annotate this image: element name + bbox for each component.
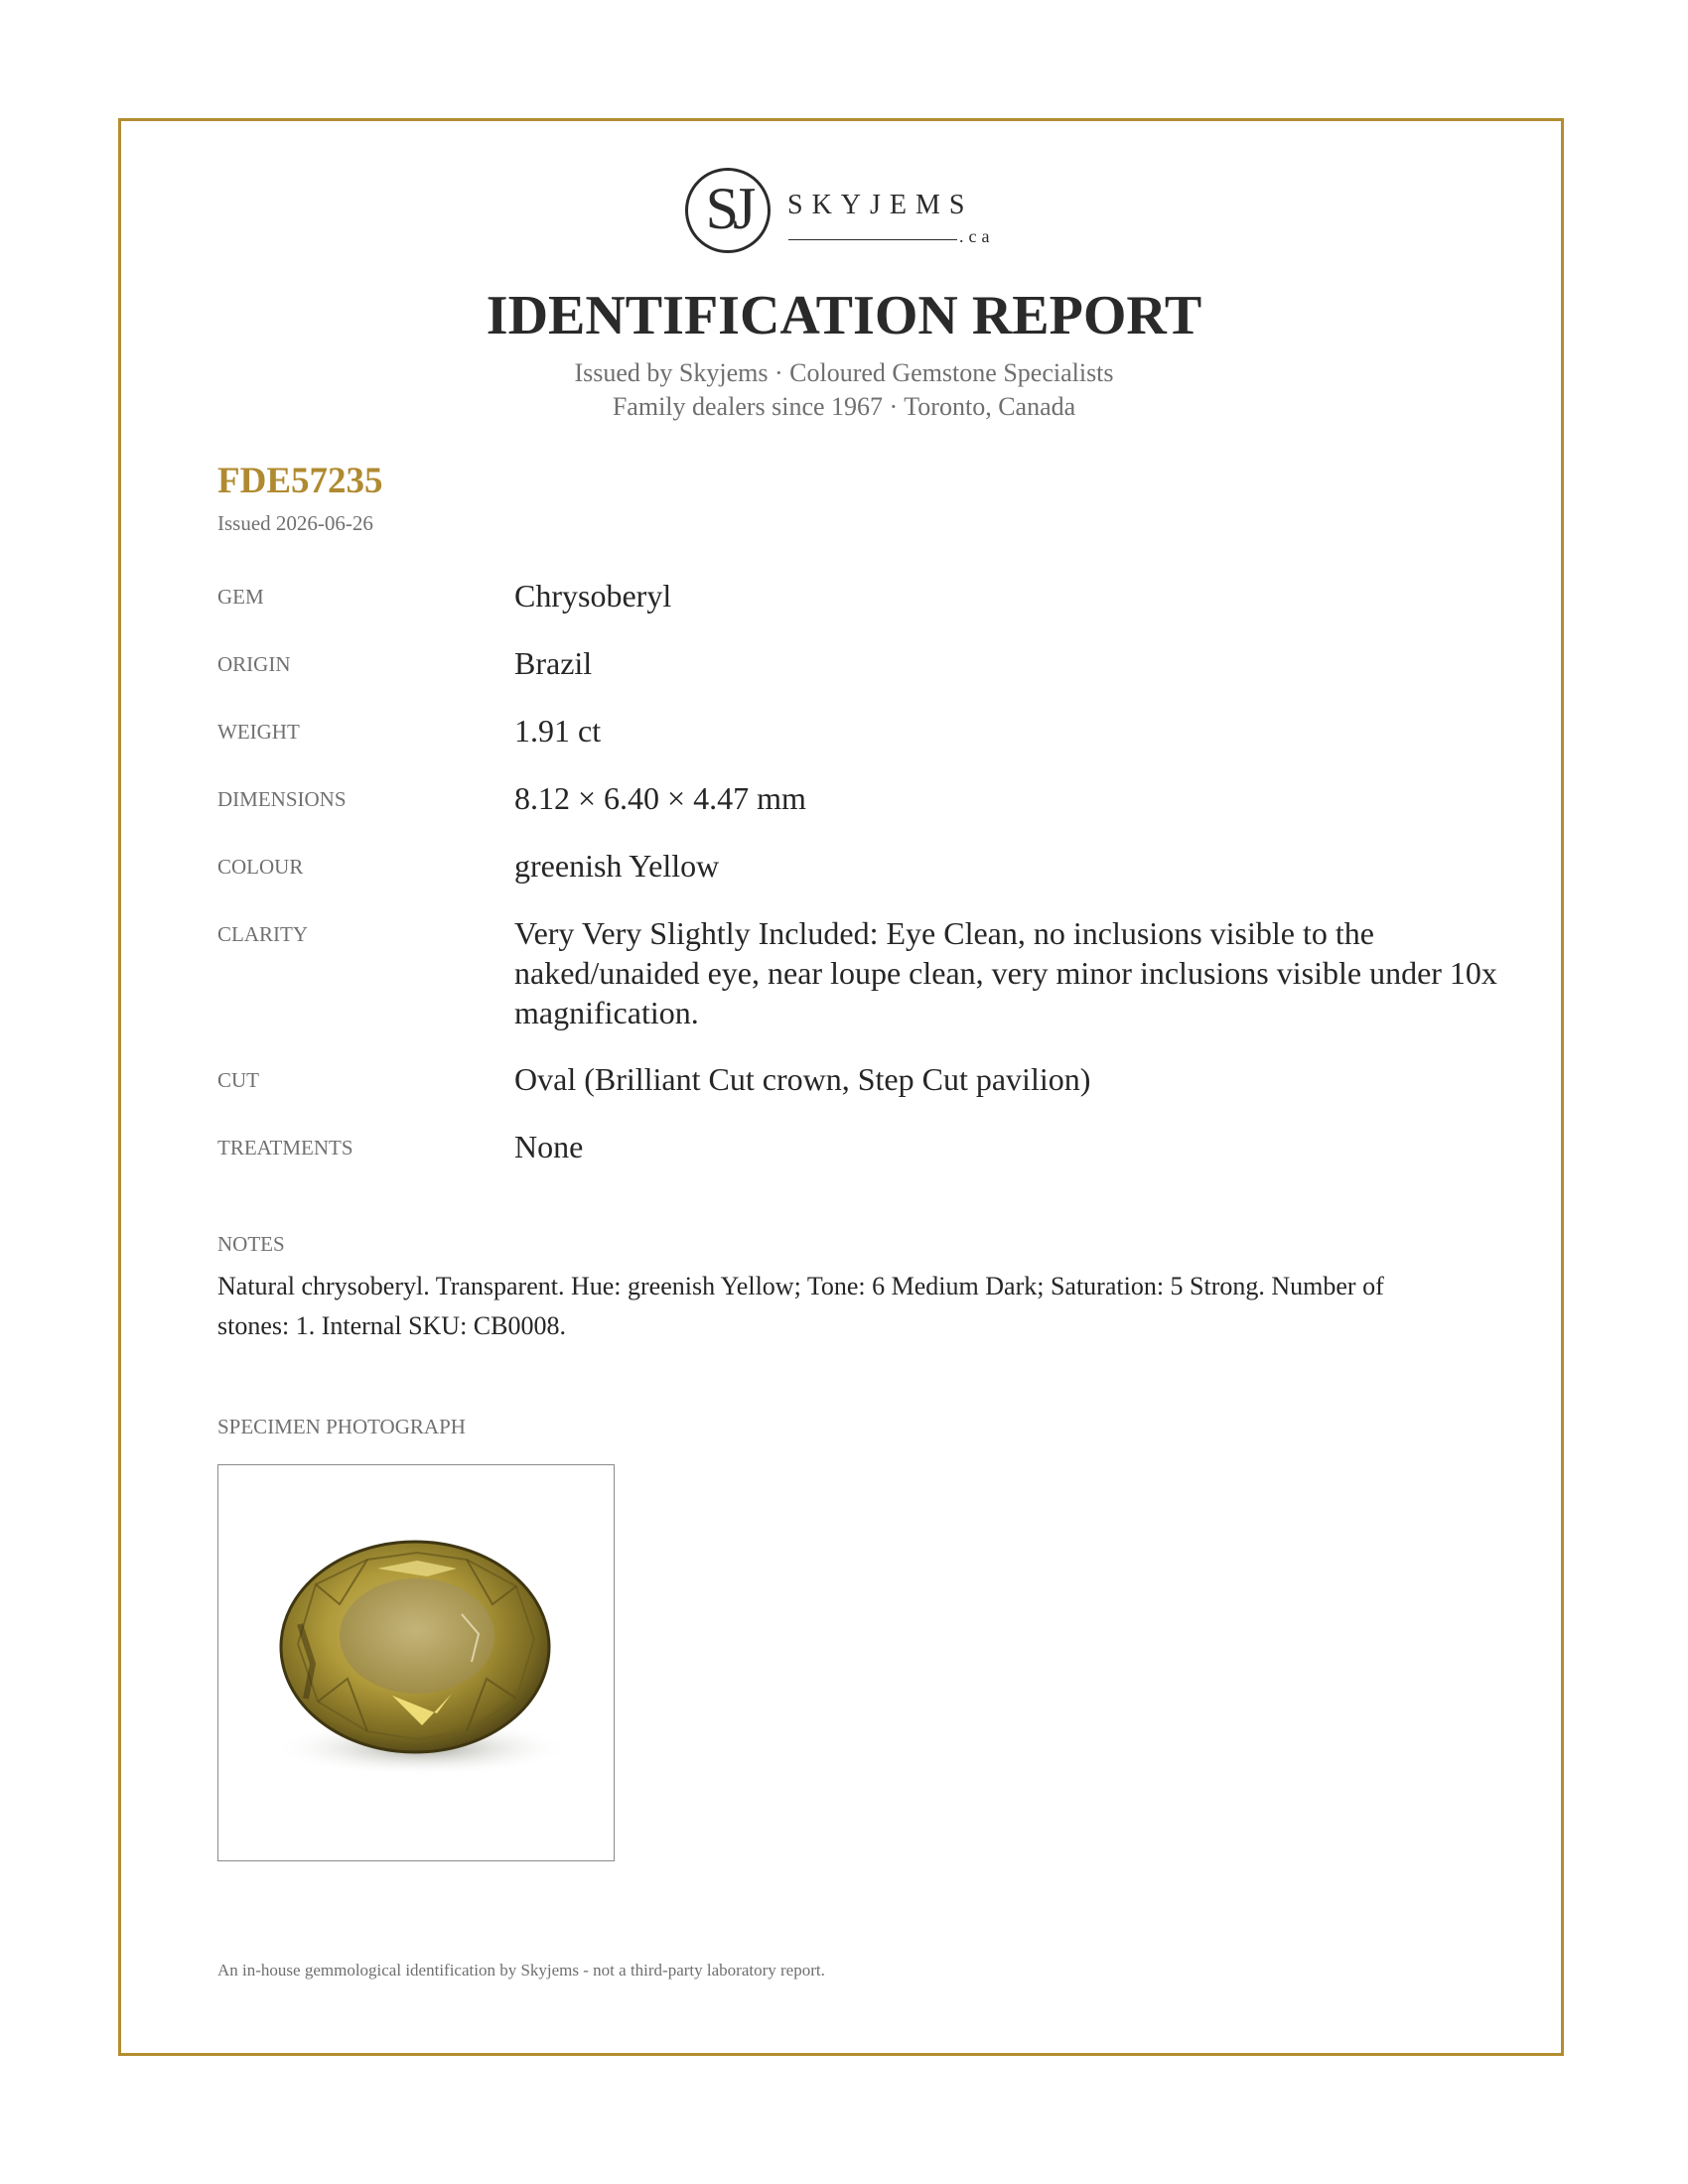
field-value: Very Very Slightly Included: Eye Clean, no inclusions visible to the naked/unaided eye, near loupe clean, very minor inclusions visible under 10x magnification.: [514, 915, 1497, 1030]
logo-rule: [788, 239, 957, 240]
gem-table: [340, 1578, 494, 1694]
report-id: FDE57235: [217, 461, 383, 501]
logo-wordmark: SKYJEMS: [787, 190, 974, 220]
photo-label: SPECIMEN PHOTOGRAPH: [217, 1415, 466, 1438]
logo-monogram: SJ: [705, 176, 751, 241]
field-value: None: [514, 1129, 584, 1164]
notes-label: NOTES: [217, 1232, 285, 1256]
field-value: 8.12 × 6.40 × 4.47 mm: [514, 780, 806, 816]
notes-text: Natural chrysoberyl. Transparent. Hue: greenish Yellow; Tone: 6 Medium Dark; Saturation: 5 Strong. Number of stones: 1. Internal SKU: CB0008.: [217, 1272, 1384, 1340]
field-label: GEM: [217, 585, 264, 609]
field-value: Chrysoberyl: [514, 578, 672, 614]
field-label: CLARITY: [217, 922, 308, 946]
field-value: Oval (Brilliant Cut crown, Step Cut pavilion): [514, 1061, 1091, 1097]
field-value: 1.91 ct: [514, 713, 602, 749]
field-label: ORIGIN: [217, 652, 291, 676]
field-label: WEIGHT: [217, 720, 300, 744]
issuer-line: Issued by Skyjems · Coloured Gemstone Specialists: [574, 358, 1114, 387]
field-value: greenish Yellow: [514, 848, 720, 884]
gemstone-illustration: [218, 1465, 615, 1861]
footer-disclaimer: An in-house gemmological identification by Skyjems - not a third-party laboratory report.: [217, 1961, 825, 1979]
logo-domain-suffix: .ca: [959, 226, 995, 246]
field-label: COLOUR: [217, 855, 304, 879]
issued-date: Issued 2026-06-26: [217, 511, 373, 535]
specimen-photo: [217, 1464, 615, 1861]
field-label: CUT: [217, 1068, 259, 1092]
field-label: TREATMENTS: [217, 1136, 353, 1160]
field-value: Brazil: [514, 645, 593, 681]
report-title: IDENTIFICATION REPORT: [486, 285, 1202, 346]
field-label: DIMENSIONS: [217, 787, 347, 811]
skyjems-logo: [685, 164, 1013, 263]
issuer-details-line: Family dealers since 1967 · Toronto, Canada: [612, 392, 1076, 421]
